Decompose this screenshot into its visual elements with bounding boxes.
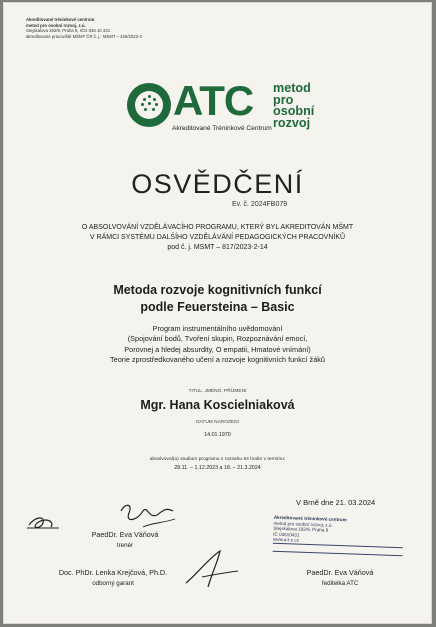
logo-subtitle-line: rozvoj [273, 115, 311, 130]
stamp-line: Stejskalova 192/9, Praha 8 [273, 525, 329, 533]
logo-subtitle-line: pro [273, 92, 294, 107]
stamp-line: www.a-t-c.cz [272, 536, 300, 543]
stamp-line: Akreditované tréninkové centrum [273, 514, 347, 523]
statement-line: pod č. j. MSMT – 817/2023-2-14 [167, 244, 268, 251]
logo-dots-icon [141, 95, 159, 113]
atc-logo [127, 77, 327, 143]
program-line: Porovnej a hledej absurdity, O empatii, Hmatové vnímání) [124, 344, 311, 354]
certificate-page [3, 2, 432, 624]
logo-subtitle-line: osobní [273, 104, 315, 118]
course-dates: 28.11. – 1.12.2023 a 18. – 21.3.2024 [174, 465, 261, 471]
statement-line: O ABSOLVOVÁNÍ VZDĚLÁVACÍHO PROGRAMU, KTERÝ BYL AKREDITOVÁN MŠMT [81, 224, 354, 231]
accreditation-statement [3, 223, 432, 253]
program-description [3, 324, 432, 366]
course-title [3, 282, 432, 315]
logo-subtitle [273, 83, 314, 129]
header-line: metod pro osobní rozvoj, z.ú. [26, 22, 86, 28]
header-line: Akreditované tréninkové centrum [26, 17, 95, 22]
logo-subtitle-line: metod [273, 81, 311, 95]
program-line: Teorie zprostředkovaného učení a rozvoje kognitivních funkcí žáků [110, 355, 325, 365]
program-line: Program instrumentálního uvědomování [152, 324, 283, 333]
stamp-line: metod pro osobní rozvoj, z.ú. [273, 520, 333, 528]
statement-line: V RÁMCI SYSTÉMU DALŠÍHO VZDĚLÁVÁNÍ PEDAGOGICKÝCH PRACOVNÍKŮ [89, 234, 346, 241]
logo-tagline: Akreditované Tréninkové Centrum [172, 125, 272, 132]
evidence-number: Ev. č. 2024FB079 [232, 201, 288, 208]
completion-statement: absolvoval(a) studium programu v rozsahu 64 hodin v termínu: [149, 457, 286, 462]
place-date: V Brně dne 21. 03.2024 [296, 498, 376, 507]
course-title-line: podle Feuersteina – Basic [140, 299, 295, 314]
stamp-line: IČ 04610431 [273, 531, 300, 538]
guarantor-name: Doc. PhDr. Lenka Krejčová, Ph.D. [58, 568, 168, 577]
name-label: TITUL, JMÉNO, PŘÍJMENÍ [188, 389, 247, 394]
birth-date: 14.01.1970 [204, 432, 231, 438]
recipient-name: Mgr. Hana Koscielniaková [140, 398, 295, 412]
logo-brand: ATC [173, 77, 254, 124]
issuer-header [26, 17, 142, 39]
guarantor-role: odborný garant [92, 580, 134, 587]
header-line: akreditované pracoviště MŠMT ČR č. j.: MSMT – 226/2022-4 [26, 33, 142, 39]
institution-stamp [272, 515, 406, 566]
certificate-title: OSVĚDČENÍ [131, 169, 304, 199]
birth-date-label: DATUM NAROZENÍ [196, 420, 239, 425]
course-title-line: Metoda rozvoje kognitivních funkcí [113, 283, 322, 297]
director-role: ředitelka ATC [321, 580, 359, 587]
director-name: PaedDr. Eva Váňová [306, 568, 374, 577]
trainer-role: trenér [116, 542, 134, 549]
program-line: (Spojování bodů, Tvoření skupin, Rozpoznávání emocí, [127, 334, 308, 344]
header-line: Stejskalova 192/9, Praha 8, IČO 046 10 431 [26, 28, 111, 34]
trainer-name: PaedDr. Eva Váňová [91, 530, 159, 539]
